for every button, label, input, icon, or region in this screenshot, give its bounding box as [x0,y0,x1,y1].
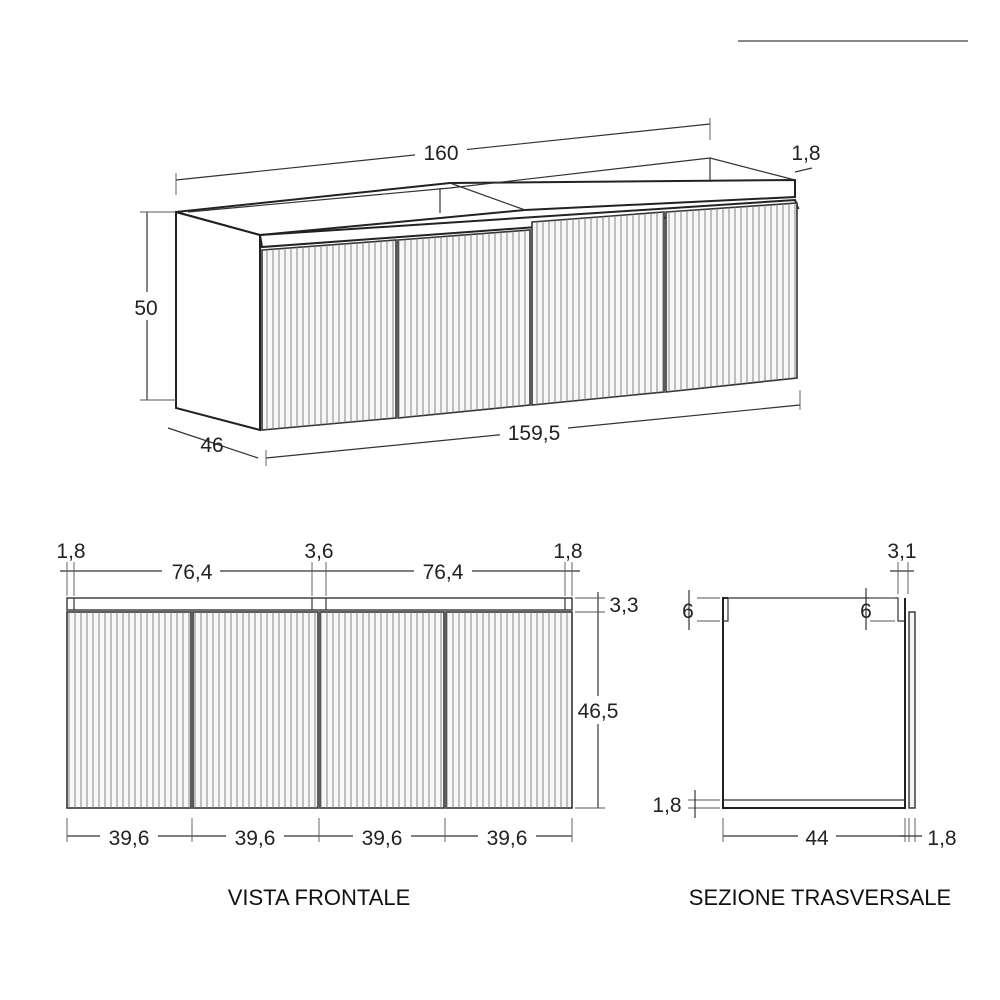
front-top-dim-4: 76,4 [422,561,464,584]
section-view [652,540,956,910]
section-depth-label: 44 [805,827,829,850]
section-view-caption: SEZIONE TRASVERSALE [688,885,952,910]
front-view [56,540,638,910]
section-left-six-label: 6 [682,600,694,623]
front-top-dim-5: 1,8 [553,540,583,563]
isometric-view [130,118,821,466]
front-top-gap-label: 3,3 [609,594,639,617]
iso-depth-label: 46 [200,434,224,457]
section-inner-six-label: 6 [860,600,872,623]
section-top-right-label: 3,1 [887,540,917,563]
front-top-dim-3: 3,6 [304,540,334,563]
front-door-width-2: 39,6 [234,827,276,850]
section-door-thickness-label: 1,8 [927,827,957,850]
front-top-dim-1: 1,8 [56,540,86,563]
iso-thickness-label: 1,8 [791,142,821,165]
section-bottom-thickness-label: 1,8 [652,794,682,817]
front-top-dim-2: 76,4 [171,561,213,584]
front-door-width-3: 39,6 [361,827,403,850]
iso-height-label: 50 [134,297,158,320]
front-door-width-1: 39,6 [108,827,150,850]
front-door-width-4: 39,6 [486,827,528,850]
front-door-height-label: 46,5 [577,700,619,723]
iso-width-label: 160 [423,142,459,165]
front-view-caption: VISTA FRONTALE [227,885,411,910]
iso-front-width-label: 159,5 [507,422,561,445]
